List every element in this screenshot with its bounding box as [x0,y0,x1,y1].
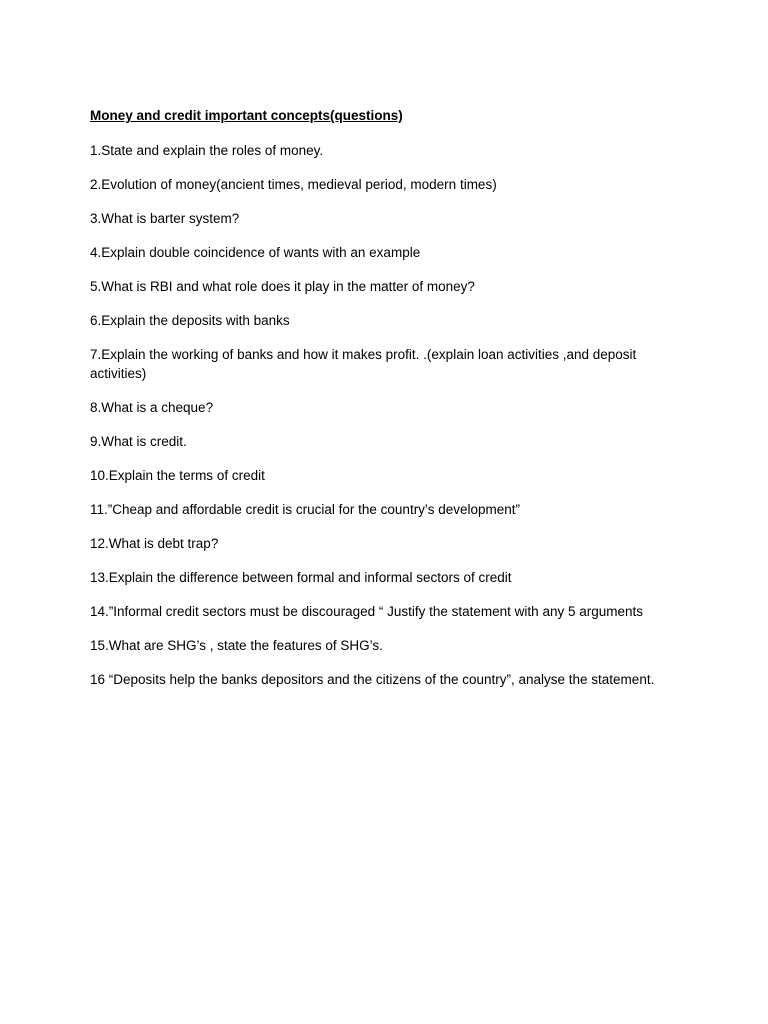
question-item: 10.Explain the terms of credit [90,468,265,483]
question-item: 1.State and explain the roles of money. [90,143,324,158]
question-item: 2.Evolution of money(ancient times, medieval period, modern times) [90,177,497,192]
question-item: 4.Explain double coincidence of wants with an example [90,245,421,260]
question-item: 15.What are SHG’s , state the features of SHG’s. [90,638,383,653]
question-item: 12.What is debt trap? [90,536,219,551]
question-item: 14.”Informal credit sectors must be discouraged “ Justify the statement with any 5 arguments [90,604,643,619]
document-page [90,107,680,704]
question-item: 5.What is RBI and what role does it play in the matter of money? [90,279,475,294]
question-item: 6.Explain the deposits with banks [90,313,290,328]
question-item: 7.Explain the working of banks and how it makes profit. .(explain loan activities ,and deposit activities) [90,347,637,381]
question-item: 9.What is credit. [90,434,187,449]
question-item: 3.What is barter system? [90,211,240,226]
question-item: 8.What is a cheque? [90,400,214,415]
question-list [90,141,680,689]
question-item: 16 “Deposits help the banks depositors and the citizens of the country”, analyse the statement. [90,672,655,687]
document-title: Money and credit important concepts(questions) [90,108,403,123]
question-item: 13.Explain the difference between formal and informal sectors of credit [90,570,512,585]
question-item: 11.”Cheap and affordable credit is crucial for the country’s development” [90,502,520,517]
